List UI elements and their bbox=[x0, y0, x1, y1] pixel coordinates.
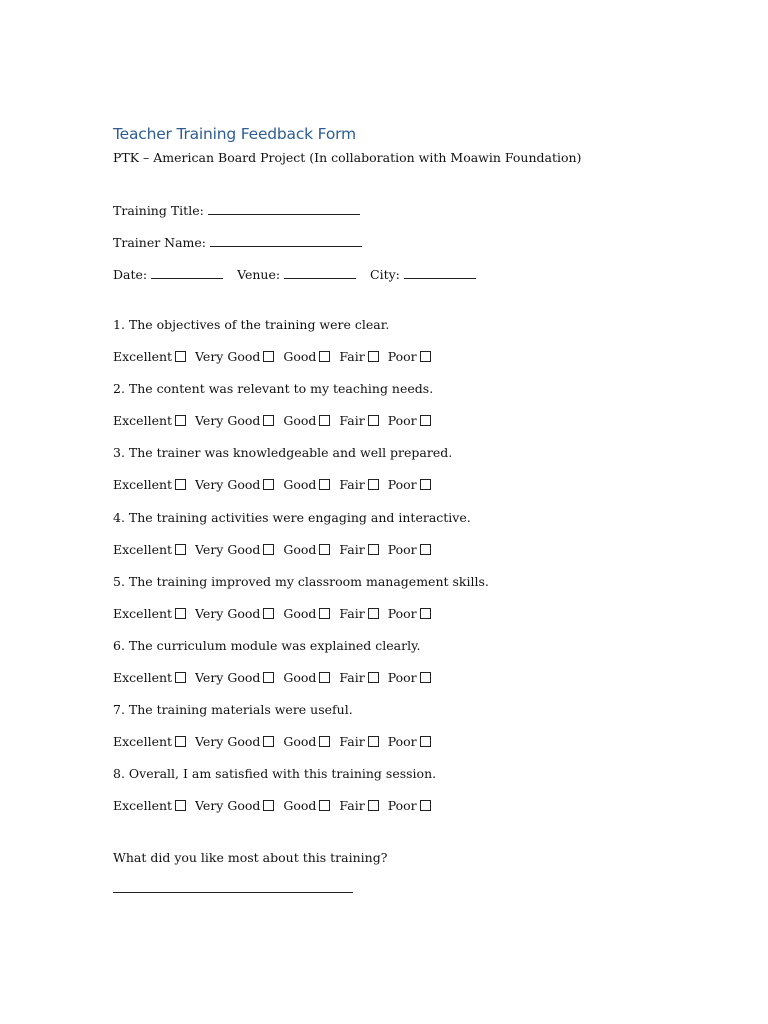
date-label: Date: bbox=[113, 267, 148, 282]
rating-option bbox=[339, 606, 378, 621]
rating-option-label: Fair bbox=[339, 606, 365, 621]
date-field[interactable] bbox=[151, 266, 223, 279]
rating-option bbox=[195, 349, 274, 364]
rating-option-label: Fair bbox=[339, 734, 365, 749]
rating-checkbox[interactable] bbox=[263, 479, 274, 490]
rating-option-label: Very Good bbox=[195, 413, 261, 428]
rating-checkbox[interactable] bbox=[368, 800, 379, 811]
rating-checkbox[interactable] bbox=[263, 415, 274, 426]
rating-option-label: Very Good bbox=[195, 798, 261, 813]
rating-option bbox=[388, 413, 431, 428]
question-text: 4. The training activities were engaging and interactive. bbox=[113, 510, 471, 525]
rating-checkbox[interactable] bbox=[368, 672, 379, 683]
rating-option-label: Poor bbox=[387, 734, 417, 749]
rating-row bbox=[113, 349, 440, 364]
rating-checkbox[interactable] bbox=[175, 479, 186, 490]
rating-checkbox[interactable] bbox=[420, 736, 431, 747]
rating-option bbox=[388, 606, 431, 621]
rating-option bbox=[113, 477, 186, 492]
training-title-field[interactable] bbox=[208, 202, 360, 215]
rating-option bbox=[388, 349, 431, 364]
rating-option bbox=[339, 413, 378, 428]
rating-option bbox=[113, 734, 186, 749]
rating-option bbox=[339, 734, 378, 749]
rating-option bbox=[339, 542, 378, 557]
rating-checkbox[interactable] bbox=[175, 544, 186, 555]
rating-row bbox=[113, 734, 440, 749]
training-title-label: Training Title: bbox=[113, 203, 204, 218]
rating-option-label: Fair bbox=[339, 542, 365, 557]
rating-option bbox=[283, 606, 330, 621]
rating-option bbox=[283, 413, 330, 428]
rating-option bbox=[195, 798, 274, 813]
rating-option bbox=[388, 670, 431, 685]
rating-option bbox=[283, 798, 330, 813]
rating-checkbox[interactable] bbox=[263, 544, 274, 555]
rating-checkbox[interactable] bbox=[420, 544, 431, 555]
rating-option bbox=[113, 413, 186, 428]
question-text: 5. The training improved my classroom management skills. bbox=[113, 574, 489, 589]
question-text: 1. The objectives of the training were clear. bbox=[113, 317, 390, 332]
rating-option-label: Poor bbox=[387, 413, 417, 428]
rating-option bbox=[195, 670, 274, 685]
rating-option-label: Excellent bbox=[113, 349, 173, 364]
rating-option-label: Poor bbox=[387, 477, 417, 492]
rating-checkbox[interactable] bbox=[420, 608, 431, 619]
rating-checkbox[interactable] bbox=[368, 351, 379, 362]
rating-checkbox[interactable] bbox=[319, 672, 330, 683]
rating-option bbox=[195, 413, 274, 428]
rating-option-label: Excellent bbox=[113, 542, 173, 557]
rating-option-label: Good bbox=[283, 798, 317, 813]
venue-label: Venue: bbox=[237, 267, 281, 282]
rating-checkbox[interactable] bbox=[368, 608, 379, 619]
rating-option-label: Poor bbox=[387, 798, 417, 813]
rating-option-label: Good bbox=[283, 606, 317, 621]
rating-option-label: Poor bbox=[387, 606, 417, 621]
rating-option bbox=[388, 477, 431, 492]
rating-checkbox[interactable] bbox=[319, 608, 330, 619]
rating-option-label: Very Good bbox=[195, 349, 261, 364]
rating-checkbox[interactable] bbox=[175, 672, 186, 683]
rating-checkbox[interactable] bbox=[319, 800, 330, 811]
question-text: 7. The training materials were useful. bbox=[113, 702, 353, 717]
rating-option-label: Very Good bbox=[195, 606, 261, 621]
rating-checkbox[interactable] bbox=[420, 800, 431, 811]
rating-row bbox=[113, 542, 440, 557]
rating-checkbox[interactable] bbox=[319, 415, 330, 426]
rating-option-label: Very Good bbox=[195, 477, 261, 492]
rating-option bbox=[195, 734, 274, 749]
rating-option bbox=[339, 670, 378, 685]
date-venue-city-row bbox=[113, 266, 476, 282]
rating-option bbox=[195, 477, 274, 492]
open-question: What did you like most about this training? bbox=[113, 850, 388, 865]
rating-option-label: Excellent bbox=[113, 798, 173, 813]
rating-option bbox=[388, 798, 431, 813]
rating-checkbox[interactable] bbox=[368, 736, 379, 747]
rating-checkbox[interactable] bbox=[175, 351, 186, 362]
rating-option-label: Very Good bbox=[195, 670, 261, 685]
rating-option-label: Fair bbox=[339, 798, 365, 813]
rating-option-label: Very Good bbox=[195, 734, 261, 749]
rating-option bbox=[388, 734, 431, 749]
open-answer-row bbox=[113, 880, 353, 896]
trainer-name-field[interactable] bbox=[210, 234, 362, 247]
venue-field[interactable] bbox=[284, 266, 356, 279]
rating-checkbox[interactable] bbox=[175, 800, 186, 811]
rating-option bbox=[113, 606, 186, 621]
city-field[interactable] bbox=[404, 266, 476, 279]
city-label: City: bbox=[370, 267, 400, 282]
rating-option bbox=[113, 349, 186, 364]
rating-checkbox[interactable] bbox=[420, 415, 431, 426]
rating-checkbox[interactable] bbox=[368, 479, 379, 490]
rating-option bbox=[283, 734, 330, 749]
rating-checkbox[interactable] bbox=[263, 351, 274, 362]
rating-option bbox=[339, 477, 378, 492]
rating-row bbox=[113, 670, 440, 685]
rating-checkbox[interactable] bbox=[263, 608, 274, 619]
rating-checkbox[interactable] bbox=[368, 415, 379, 426]
form-subtitle: PTK – American Board Project (In collaboration with Moawin Foundation) bbox=[113, 150, 582, 165]
rating-option-label: Good bbox=[283, 413, 317, 428]
rating-option bbox=[195, 542, 274, 557]
rating-option bbox=[113, 542, 186, 557]
rating-option bbox=[283, 477, 330, 492]
rating-option-label: Excellent bbox=[113, 734, 173, 749]
rating-checkbox[interactable] bbox=[175, 736, 186, 747]
rating-checkbox[interactable] bbox=[319, 736, 330, 747]
rating-checkbox[interactable] bbox=[368, 544, 379, 555]
rating-option-label: Fair bbox=[339, 413, 365, 428]
rating-option-label: Excellent bbox=[113, 606, 173, 621]
rating-option-label: Good bbox=[283, 349, 317, 364]
question-text: 8. Overall, I am satisfied with this training session. bbox=[113, 766, 437, 781]
training-title-row bbox=[113, 202, 360, 218]
open-answer-field[interactable] bbox=[113, 880, 353, 893]
trainer-name-row bbox=[113, 234, 362, 250]
rating-option-label: Good bbox=[283, 734, 317, 749]
rating-checkbox[interactable] bbox=[319, 351, 330, 362]
rating-option bbox=[283, 670, 330, 685]
rating-row bbox=[113, 606, 440, 621]
rating-option bbox=[113, 670, 186, 685]
rating-option-label: Poor bbox=[387, 542, 417, 557]
rating-checkbox[interactable] bbox=[319, 479, 330, 490]
rating-option-label: Good bbox=[283, 670, 317, 685]
trainer-name-label: Trainer Name: bbox=[113, 235, 207, 250]
rating-option-label: Excellent bbox=[113, 413, 173, 428]
question-text: 2. The content was relevant to my teaching needs. bbox=[113, 381, 434, 396]
rating-checkbox[interactable] bbox=[420, 672, 431, 683]
rating-option bbox=[283, 349, 330, 364]
rating-row bbox=[113, 798, 440, 813]
rating-option-label: Poor bbox=[387, 670, 417, 685]
rating-option bbox=[113, 798, 186, 813]
rating-option bbox=[195, 606, 274, 621]
rating-checkbox[interactable] bbox=[263, 736, 274, 747]
rating-option bbox=[339, 798, 378, 813]
rating-option-label: Excellent bbox=[113, 477, 173, 492]
rating-option-label: Good bbox=[283, 542, 317, 557]
rating-option-label: Good bbox=[283, 477, 317, 492]
rating-option bbox=[283, 542, 330, 557]
rating-checkbox[interactable] bbox=[263, 672, 274, 683]
rating-option-label: Excellent bbox=[113, 670, 173, 685]
form-title: Teacher Training Feedback Form bbox=[113, 125, 356, 143]
question-text: 3. The trainer was knowledgeable and well prepared. bbox=[113, 445, 453, 460]
rating-option-label: Very Good bbox=[195, 542, 261, 557]
rating-option-label: Fair bbox=[339, 670, 365, 685]
rating-option bbox=[388, 542, 431, 557]
rating-checkbox[interactable] bbox=[420, 479, 431, 490]
rating-option-label: Poor bbox=[387, 349, 417, 364]
rating-checkbox[interactable] bbox=[175, 415, 186, 426]
rating-checkbox[interactable] bbox=[420, 351, 431, 362]
rating-row bbox=[113, 413, 440, 428]
rating-option-label: Fair bbox=[339, 349, 365, 364]
rating-checkbox[interactable] bbox=[319, 544, 330, 555]
rating-checkbox[interactable] bbox=[175, 608, 186, 619]
rating-option bbox=[339, 349, 378, 364]
question-text: 6. The curriculum module was explained clearly. bbox=[113, 638, 421, 653]
rating-row bbox=[113, 477, 440, 492]
rating-option-label: Fair bbox=[339, 477, 365, 492]
rating-checkbox[interactable] bbox=[263, 800, 274, 811]
